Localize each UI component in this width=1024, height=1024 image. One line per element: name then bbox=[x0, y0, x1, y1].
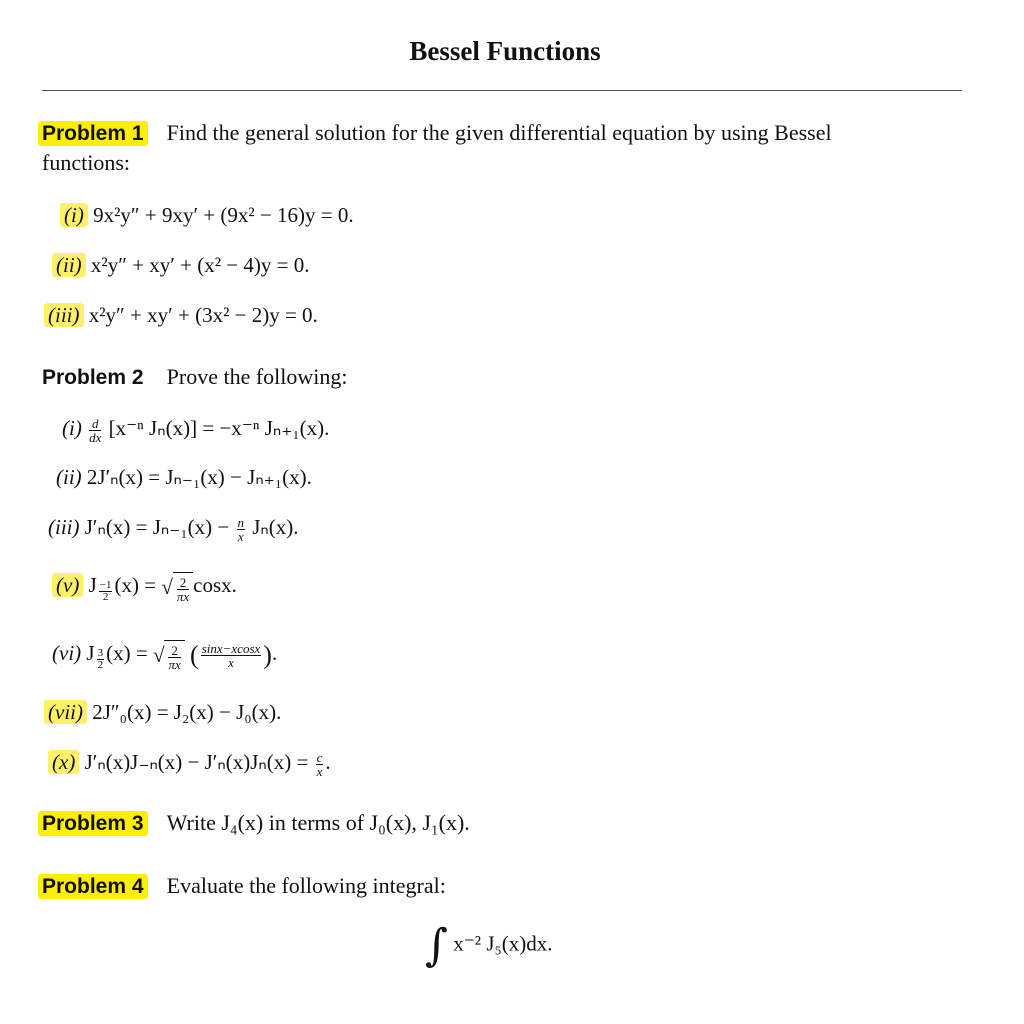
equation: x²y″ + xy′ + (x² − 4)y = 0. bbox=[90, 253, 310, 277]
equation: J bbox=[86, 641, 95, 666]
item-number: (iii) bbox=[44, 303, 84, 327]
equation-mid: (x) = bbox=[106, 641, 148, 666]
item-number: (i) bbox=[62, 416, 82, 440]
item-number: (v) bbox=[52, 573, 83, 597]
problem-3-heading bbox=[38, 810, 470, 836]
equation: 2J″₀(x) = J₂(x) − J₀(x). bbox=[92, 700, 282, 724]
item-number: (vii) bbox=[44, 700, 87, 724]
subscript-three-halves: $\frac{3}{2}$ bbox=[97, 647, 104, 672]
item-number: (vi) bbox=[52, 641, 82, 666]
fraction-sinx-minus-xcosx-over-x: $\frac{\sin x-xcosx}{x}$ bbox=[201, 640, 261, 670]
equation: J′ₙ(x) = Jₙ₋₁(x) − bbox=[84, 515, 230, 539]
equation: [x⁻ⁿ Jₙ(x)] = −x⁻ⁿ Jₙ₊₁(x). bbox=[108, 416, 330, 440]
problem-4-text: Evaluate the following integral: bbox=[166, 873, 446, 898]
problem-4-integral bbox=[425, 920, 553, 971]
problem-2-text: Prove the following: bbox=[166, 364, 348, 389]
problem-3-text: Write J₄(x) in terms of J₀(x), J₁(x). bbox=[166, 810, 470, 835]
item-number: (ii) bbox=[56, 465, 82, 489]
fraction-n-over-x: $\frac{n}{x}$ bbox=[237, 514, 244, 544]
problem-1-label: Problem 1 bbox=[38, 121, 148, 146]
problem-1-item-1 bbox=[60, 203, 354, 228]
problem-2-item-7 bbox=[44, 700, 281, 725]
derivative-operator: $\frac{d}{dx}$ bbox=[89, 415, 102, 445]
problem-2-item-3 bbox=[48, 515, 299, 543]
fraction-2-over-pix: $\frac{2}{\pi x}$ bbox=[168, 642, 181, 672]
equation-tail: cosx. bbox=[193, 573, 237, 598]
problem-4-label: Problem 4 bbox=[38, 874, 148, 899]
item-number: (iii) bbox=[48, 515, 80, 539]
problem-2-item-2 bbox=[56, 465, 312, 490]
square-root: √ $\frac{2}{\pi x}$ bbox=[153, 640, 185, 671]
problem-1-item-2 bbox=[52, 253, 309, 278]
equation-mid: (x) = bbox=[114, 573, 157, 598]
item-number: (x) bbox=[48, 750, 79, 774]
subscript-minus-half: $\frac{-1}{2}$ bbox=[99, 579, 112, 604]
equation: 9x²y″ + 9xy′ + (9x² − 16)y = 0. bbox=[93, 203, 354, 227]
problem-2-item-5 bbox=[52, 572, 237, 603]
problem-2-item-1 bbox=[62, 416, 329, 444]
square-root: √ $\frac{2}{\pi x}$ bbox=[161, 572, 193, 603]
problem-1-text-continued: functions: bbox=[42, 150, 130, 175]
problem-2-heading bbox=[42, 364, 348, 390]
item-number: (i) bbox=[60, 203, 88, 227]
page-title: Bessel Functions bbox=[409, 36, 601, 66]
title-divider bbox=[42, 90, 962, 91]
problem-2-item-10: (x) J′ₙ(x)J₋ₙ(x) − J′ₙ(x)Jₙ(x) = $\frac{c}{x}$ . bbox=[48, 750, 331, 778]
equation: J′ₙ(x)J₋ₙ(x) − J′ₙ(x)Jₙ(x) = bbox=[84, 750, 309, 774]
problem-2-label: Problem 2 bbox=[42, 366, 144, 389]
integrand: x⁻² J₅(x)dx. bbox=[453, 931, 553, 956]
item-number: (ii) bbox=[52, 253, 86, 277]
problem-3-label: Problem 3 bbox=[38, 811, 148, 836]
problem-1-item-3 bbox=[44, 303, 318, 328]
problem-2-item-6: (vi) J $\frac{3}{2}$ (x) = √ $\frac{2}{\pi x}$ ( $\frac{\sin x-xcosx}{x}$ ). bbox=[52, 640, 278, 672]
equation-tail: Jₙ(x). bbox=[252, 515, 299, 539]
problem-1-text: Find the general solution for the given differential equation by using Bessel bbox=[166, 120, 832, 145]
equation: x²y″ + xy′ + (3x² − 2)y = 0. bbox=[88, 303, 318, 327]
fraction-c-over-x: $\frac{c}{x}$ bbox=[316, 749, 323, 779]
problem-1-heading bbox=[38, 120, 832, 146]
fraction-2-over-pix: $\frac{2}{\pi x}$ bbox=[176, 574, 190, 604]
equation: 2J′ₙ(x) = Jₙ₋₁(x) − Jₙ₊₁(x). bbox=[86, 465, 312, 489]
integral-sign: ∫ bbox=[425, 920, 448, 971]
problem-4-heading bbox=[38, 873, 446, 899]
equation: J bbox=[88, 573, 97, 598]
